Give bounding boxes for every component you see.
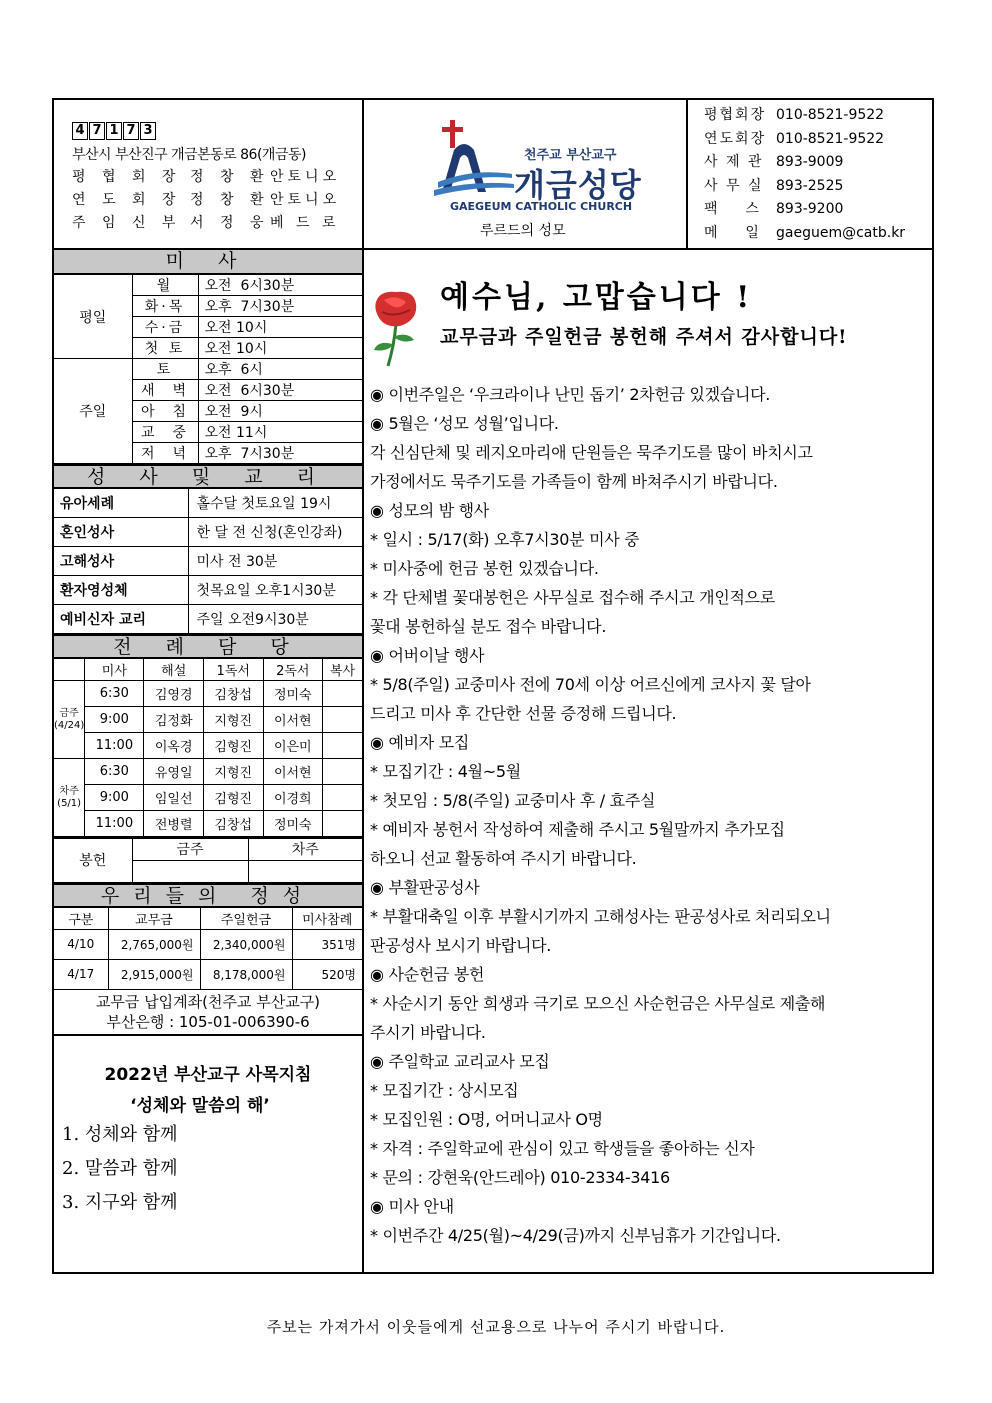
left-column (54, 250, 364, 1274)
officer-name: 정 창 환 (190, 169, 270, 185)
notice-line: 꽃대 봉헌하실 분도 접수 바랍니다. (370, 617, 607, 636)
address: 부산시 부산진구 개금본동로 86(개금동) (72, 147, 306, 163)
guideline-subtitle: ‘성체와 말씀의 해’ (130, 1095, 270, 1116)
finance-table (54, 907, 362, 990)
mass-day: 새 벽 (132, 380, 198, 401)
altar-server (323, 811, 362, 837)
officer-name: 정 창 환 (190, 192, 270, 208)
table-row (54, 811, 362, 837)
notice-line: * 사순시기 동안 희생과 극기로 모으신 사순헌금은 사무실로 제출해 (370, 994, 826, 1013)
second-reader: 이경희 (263, 785, 323, 811)
liturgy-duty-table (54, 658, 362, 837)
officer-name: 서 정 웅 (190, 215, 270, 231)
table-row (54, 733, 362, 759)
contact-value: 893-2525 (776, 177, 844, 194)
notice-line: * 이번주간 4/25(월)~4/29(금)까지 신부님휴가 기간입니다. (370, 1226, 781, 1245)
contact-value: gaeguem@catb.kr (776, 224, 906, 241)
contact-row (704, 151, 934, 175)
table-row (54, 785, 362, 811)
section-title-finance: 우리들의 정성 (54, 883, 362, 907)
officer-baptismal-name: 베 드 로 (270, 215, 340, 231)
offering-this-week: 금주 (132, 838, 248, 860)
second-reader: 이서현 (263, 707, 323, 733)
notice-heading: ◉ 성모의 밤 행사 (370, 496, 930, 525)
table-row (54, 518, 362, 547)
mass-day: 월 (132, 275, 198, 296)
notice-line: 드리고 미사 후 간단한 선물 증정해 드립니다. (370, 704, 677, 723)
table-header: 복사 (323, 659, 362, 681)
table-header: 1독서 (203, 659, 263, 681)
guideline-item: 3. 지구와 함께 (62, 1191, 178, 1213)
table-header-blank (54, 659, 85, 681)
notice-line: 각 신심단체 및 레지오마리애 단원들은 묵주기도를 많이 바치시고 (370, 443, 813, 462)
second-reader: 정미숙 (263, 681, 323, 707)
table-row (54, 929, 362, 959)
contact-label: 메 일 (704, 224, 761, 241)
finance-sunday-offering: 2,340,000원 (200, 929, 292, 959)
commentator: 임일선 (144, 785, 204, 811)
church-logo-icon (434, 116, 514, 200)
finance-attendance: 520명 (292, 959, 362, 989)
offering-duty-table (54, 837, 362, 883)
table-header: 2독서 (263, 659, 323, 681)
notice-list (370, 380, 930, 1250)
finance-dues: 2,915,000원 (108, 959, 200, 989)
contact-row (704, 175, 934, 199)
guideline-item: 1. 성체와 함께 (62, 1123, 178, 1145)
notice-heading: ◉ 5월은 ‘성모 성월’입니다. (370, 409, 930, 438)
sacrament-name: 고해성사 (54, 547, 188, 576)
zip-digit: 4 (72, 122, 88, 140)
commentator: 김영경 (144, 681, 204, 707)
church-info (54, 100, 364, 250)
mass-time: 오전 6시30분 (198, 380, 362, 401)
table-row (54, 359, 362, 380)
officer-title: 연 도 회 장 (72, 192, 182, 208)
offering-label: 봉헌 (54, 838, 132, 882)
commentator: 유영일 (144, 759, 204, 785)
finance-dues: 2,765,000원 (108, 929, 200, 959)
zip-digit: 7 (123, 122, 139, 140)
mass-day: 토 (132, 359, 198, 380)
mass-time: 9:00 (85, 785, 144, 811)
notice-line: 주시기 바랍니다. (370, 1023, 486, 1042)
notice-line: * 모집인원 : O명, 어머니교사 O명 (370, 1110, 603, 1129)
altar-server (323, 785, 362, 811)
table-header: 주일헌금 (200, 907, 292, 929)
officer-baptismal-name: 안토니오 (270, 169, 341, 185)
notice-line: * 일시 : 5/17(화) 오후7시30분 미사 중 (370, 530, 640, 549)
contact-row (704, 104, 934, 128)
mass-time: 오전 6시30분 (198, 275, 362, 296)
commentator: 이옥경 (144, 733, 204, 759)
mass-time: 오후 7시30분 (198, 443, 362, 464)
offering-this-week-value (132, 860, 248, 882)
notice-heading: ◉ 주일학교 교리교사 모집 (370, 1047, 930, 1076)
mass-time: 오전 10시 (198, 338, 362, 359)
weekday-label: 평일 (54, 275, 132, 359)
contact-row (704, 222, 934, 246)
church-logo-panel (364, 100, 688, 250)
guideline-item: 2. 말씀과 함께 (62, 1157, 178, 1179)
zip-digit: 1 (106, 122, 122, 140)
section-title-mass: 미 사 (54, 250, 362, 274)
first-reader: 지형진 (203, 707, 263, 733)
officer-title: 평 협 회 장 (72, 169, 182, 185)
notice-line: 가정에서도 묵주기도를 가족들이 함께 바쳐주시기 바랍니다. (370, 472, 778, 491)
mass-time: 9:00 (85, 707, 144, 733)
zip-code (72, 122, 362, 140)
zip-digit: 3 (140, 122, 156, 140)
offering-next-week: 차주 (248, 838, 362, 860)
table-row (54, 838, 362, 860)
table-row (54, 489, 362, 518)
contact-value: 893-9200 (776, 201, 844, 217)
commentator: 김정화 (144, 707, 204, 733)
table-row (54, 605, 362, 634)
table-row (54, 759, 362, 785)
mass-day: 교 중 (132, 422, 198, 443)
week-label: 차주(5/1) (54, 759, 85, 837)
first-reader: 김창섭 (203, 811, 263, 837)
table-row (54, 681, 362, 707)
first-reader: 김형진 (203, 785, 263, 811)
table-header: 해설 (144, 659, 204, 681)
week-label: 금주(4/24) (54, 681, 85, 759)
contact-row (704, 128, 934, 152)
mass-time: 11:00 (85, 811, 144, 837)
finance-date: 4/10 (54, 929, 108, 959)
mass-time: 오후 7시30분 (198, 296, 362, 317)
notice-heading: ◉ 이번주일은 ‘우크라이나 난민 돕기’ 2차헌금 있겠습니다. (370, 380, 930, 409)
notice-heading: ◉ 사순헌금 봉헌 (370, 960, 930, 989)
altar-server (323, 733, 362, 759)
contact-label: 팩 스 (704, 201, 761, 217)
officer-row (72, 212, 362, 235)
mass-day: 아 침 (132, 401, 198, 422)
table-header: 구분 (54, 907, 108, 929)
notice-line: * 모집기간 : 상시모집 (370, 1081, 519, 1100)
contact-list (688, 100, 934, 250)
sacrament-info: 한 달 전 신청(혼인강좌) (188, 518, 362, 547)
mass-time: 11:00 (85, 733, 144, 759)
table-row (54, 275, 362, 296)
pastoral-guideline (54, 1036, 362, 1218)
sacrament-info: 주일 오전9시30분 (188, 605, 362, 634)
notice-line: * 예비자 봉헌서 작성하여 제출해 주시고 5월말까지 추가모집 (370, 820, 785, 839)
table-row (54, 547, 362, 576)
guideline-title: 2022년 부산교구 사목지침 (104, 1064, 312, 1085)
headline-subtitle: 교무금과 주일헌금 봉헌해 주셔서 감사합니다! (440, 326, 848, 348)
commentator: 전병렬 (144, 811, 204, 837)
notice-heading: ◉ 미사 안내 (370, 1192, 930, 1221)
mass-day: 수·금 (132, 317, 198, 338)
notice-line: * 모집기간 : 4월~5월 (370, 762, 521, 781)
notice-line: * 자격 : 주일학교에 관심이 있고 학생들을 좋아하는 신자 (370, 1139, 755, 1158)
notice-line: * 첫모임 : 5/8(주일) 교중미사 후 / 효주실 (370, 791, 656, 810)
right-column (364, 250, 934, 1274)
sacraments-table (54, 488, 362, 634)
mass-day: 저 녁 (132, 443, 198, 464)
logo-church-name: 개금성당 (514, 166, 642, 204)
table-row (54, 707, 362, 733)
account-label: 교무금 납입계좌(천주교 부산교구) (95, 992, 321, 1011)
officer-baptismal-name: 안토니오 (270, 192, 341, 208)
officer-title: 주 임 신 부 (72, 215, 182, 231)
table-header: 미사참례 (292, 907, 362, 929)
notice-line: * 5/8(주일) 교중미사 전에 70세 이상 어르신에게 코사지 꽃 달아 (370, 675, 811, 694)
sunday-label: 주일 (54, 359, 132, 464)
contact-row (704, 198, 934, 222)
mass-time: 6:30 (85, 759, 144, 785)
logo-english-name: GAEGEUM CATHOLIC CHURCH (450, 200, 633, 213)
mass-day: 첫 토 (132, 338, 198, 359)
table-header: 교무금 (108, 907, 200, 929)
logo-subtitle: 천주교 부산교구 (524, 148, 617, 163)
account-number: 부산은행 : 105-01-006390-6 (106, 1012, 310, 1031)
mass-time: 오후 6시 (198, 359, 362, 380)
sacrament-name: 유아세례 (54, 489, 188, 518)
second-reader: 이서현 (263, 759, 323, 785)
altar-server (323, 759, 362, 785)
notice-line: * 미사중에 헌금 봉헌 있겠습니다. (370, 559, 599, 578)
mass-day: 화·목 (132, 296, 198, 317)
sacrament-info: 홀수달 첫토요일 19시 (188, 489, 362, 518)
contact-value: 010-8521-9522 (776, 107, 885, 123)
first-reader: 지형진 (203, 759, 263, 785)
table-header: 미사 (85, 659, 144, 681)
second-reader: 이은미 (263, 733, 323, 759)
sacrament-name: 환자영성체 (54, 576, 188, 605)
notice-line: * 문의 : 강현욱(안드레아) 010-2334-3416 (370, 1168, 670, 1187)
contact-label: 사 제 관 (704, 154, 764, 170)
finance-attendance: 351명 (292, 929, 362, 959)
notice-heading: ◉ 예비자 모집 (370, 728, 930, 757)
mass-time: 오전 9시 (198, 401, 362, 422)
notice-heading: ◉ 부활판공성사 (370, 873, 930, 902)
first-reader: 김형진 (203, 733, 263, 759)
table-row (54, 576, 362, 605)
bulletin-frame (52, 98, 934, 1274)
sacrament-name: 예비신자 교리 (54, 605, 188, 634)
mass-time: 오전 10시 (198, 317, 362, 338)
finance-date: 4/17 (54, 959, 108, 989)
notice-line: 하오니 선교 활동하여 주시기 바랍니다. (370, 849, 637, 868)
table-header-row (54, 907, 362, 929)
contact-value: 010-8521-9522 (776, 130, 885, 147)
notice-heading: ◉ 어버이날 행사 (370, 641, 930, 670)
rose-icon (370, 288, 422, 368)
officer-row (72, 166, 362, 189)
headline-title: 예수님, 고맙습니다 ! (440, 280, 753, 315)
notice-line: 판공성사 보시기 바랍니다. (370, 936, 552, 955)
footer-note: 주보는 가져가서 이웃들에게 선교용으로 나누어 주시기 바랍니다. (266, 1318, 726, 1336)
zip-digit: 7 (89, 122, 105, 140)
section-title-sacraments: 성 사 및 교 리 (54, 464, 362, 488)
mass-schedule-table (54, 274, 362, 464)
contact-label: 사 무 실 (704, 177, 764, 194)
sacrament-info: 첫목요일 오후1시30분 (188, 576, 362, 605)
mass-time: 6:30 (85, 681, 144, 707)
section-title-liturgy: 전 례 담 당 (54, 634, 362, 658)
second-reader: 정미숙 (263, 811, 323, 837)
table-header-row (54, 659, 362, 681)
first-reader: 김창섭 (203, 681, 263, 707)
patron-name: 루르드의 성모 (480, 223, 566, 239)
officer-row (72, 189, 362, 212)
sacrament-name: 혼인성사 (54, 518, 188, 547)
bank-account-info (54, 990, 362, 1036)
finance-sunday-offering: 8,178,000원 (200, 959, 292, 989)
altar-server (323, 681, 362, 707)
mass-time: 오전 11시 (198, 422, 362, 443)
contact-label: 평협회장 (704, 107, 767, 123)
sacrament-info: 미사 전 30분 (188, 547, 362, 576)
offering-next-week-value (248, 860, 362, 882)
contact-label: 연도회장 (704, 130, 767, 147)
table-row (54, 959, 362, 989)
notice-line: * 부활대축일 이후 부활시기까지 고해성사는 판공성사로 처리되오니 (370, 907, 831, 926)
altar-server (323, 707, 362, 733)
contact-value: 893-9009 (776, 154, 844, 170)
notice-line: * 각 단체별 꽃대봉헌은 사무실로 접수해 주시고 개인적으로 (370, 588, 775, 607)
